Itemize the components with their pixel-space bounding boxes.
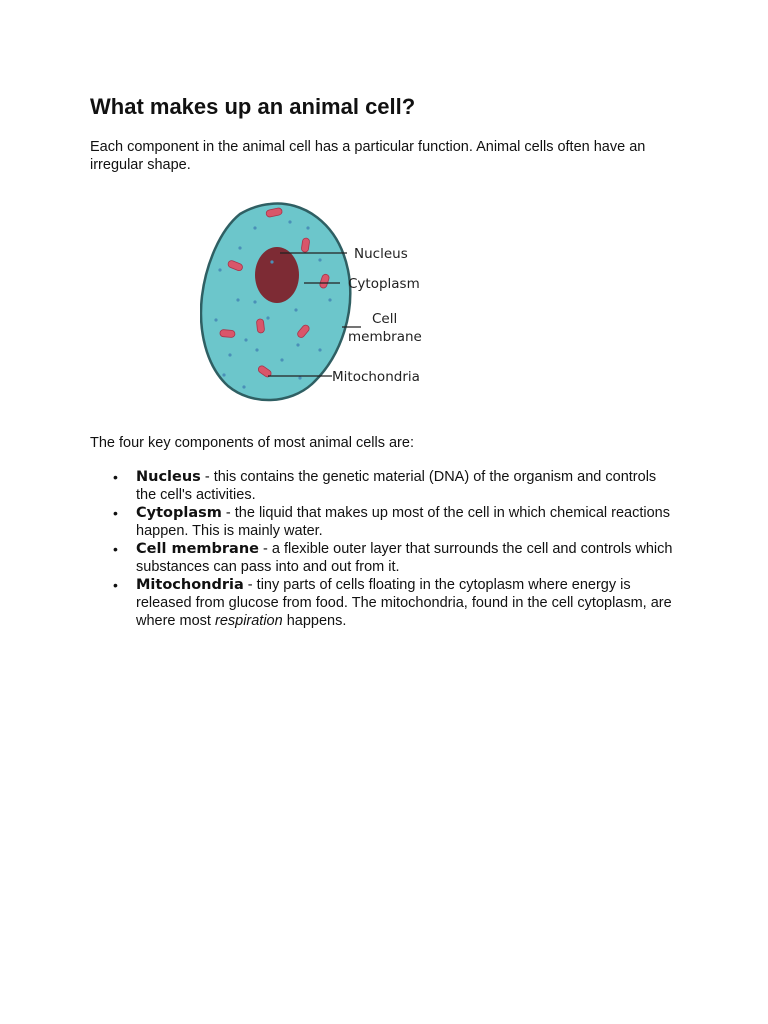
components-list [90, 468, 680, 630]
description-mitochondria: - tiny parts of cells floating in the cytoplasm where energy is released from glucose from food. The mitochondria, found in the cell cytoplasm, are where most [136, 577, 672, 629]
document-page [90, 92, 690, 629]
description-cell-membrane: - a flexible outer layer that surrounds the cell and controls which substances can pass into and out from it. [136, 541, 673, 575]
term-cytoplasm: Cytoplasm [136, 505, 222, 521]
components-intro: The four key components of most animal cells are: [90, 435, 414, 451]
description-cytoplasm: - the liquid that makes up most of the cell in which chemical reactions happen. This is mainly water. [136, 505, 670, 539]
term-nucleus: Nucleus [136, 469, 201, 485]
label-mitochondria: Mitochondria [332, 369, 420, 385]
bullet-icon: • [113, 541, 118, 557]
list-item-mitochondria [90, 576, 680, 630]
label-nucleus: Nucleus [354, 246, 408, 262]
emphasis-respiration: respiration [214, 613, 283, 629]
label-cell-membrane-line2: membrane [348, 329, 422, 345]
description-nucleus: - this contains the genetic material (DNA) of the organism and controls the cell's activities. [136, 469, 657, 503]
bullet-icon: • [113, 469, 118, 485]
mitochondrion [256, 319, 264, 334]
term-mitochondria: Mitochondria [136, 577, 244, 593]
bullet-icon: • [113, 577, 118, 593]
page-title: What makes up an animal cell? [90, 94, 416, 119]
bullet-icon: • [113, 505, 118, 521]
term-cell-membrane: Cell membrane [136, 541, 259, 557]
list-item-nucleus [90, 468, 680, 504]
description-mitochondria-tail: happens. [282, 613, 347, 629]
nucleus-shape [255, 247, 299, 303]
cell-diagram-svg [200, 200, 500, 410]
animal-cell-diagram [200, 200, 500, 410]
intro-paragraph: Each component in the animal cell has a particular function. Animal cells often have an irregular shape. [90, 139, 646, 173]
label-cell-membrane-line1: Cell [372, 311, 398, 327]
list-item-cytoplasm [90, 504, 680, 540]
label-cytoplasm: Cytoplasm [348, 276, 420, 292]
list-item-cell-membrane [90, 540, 680, 576]
mitochondrion [220, 329, 236, 337]
